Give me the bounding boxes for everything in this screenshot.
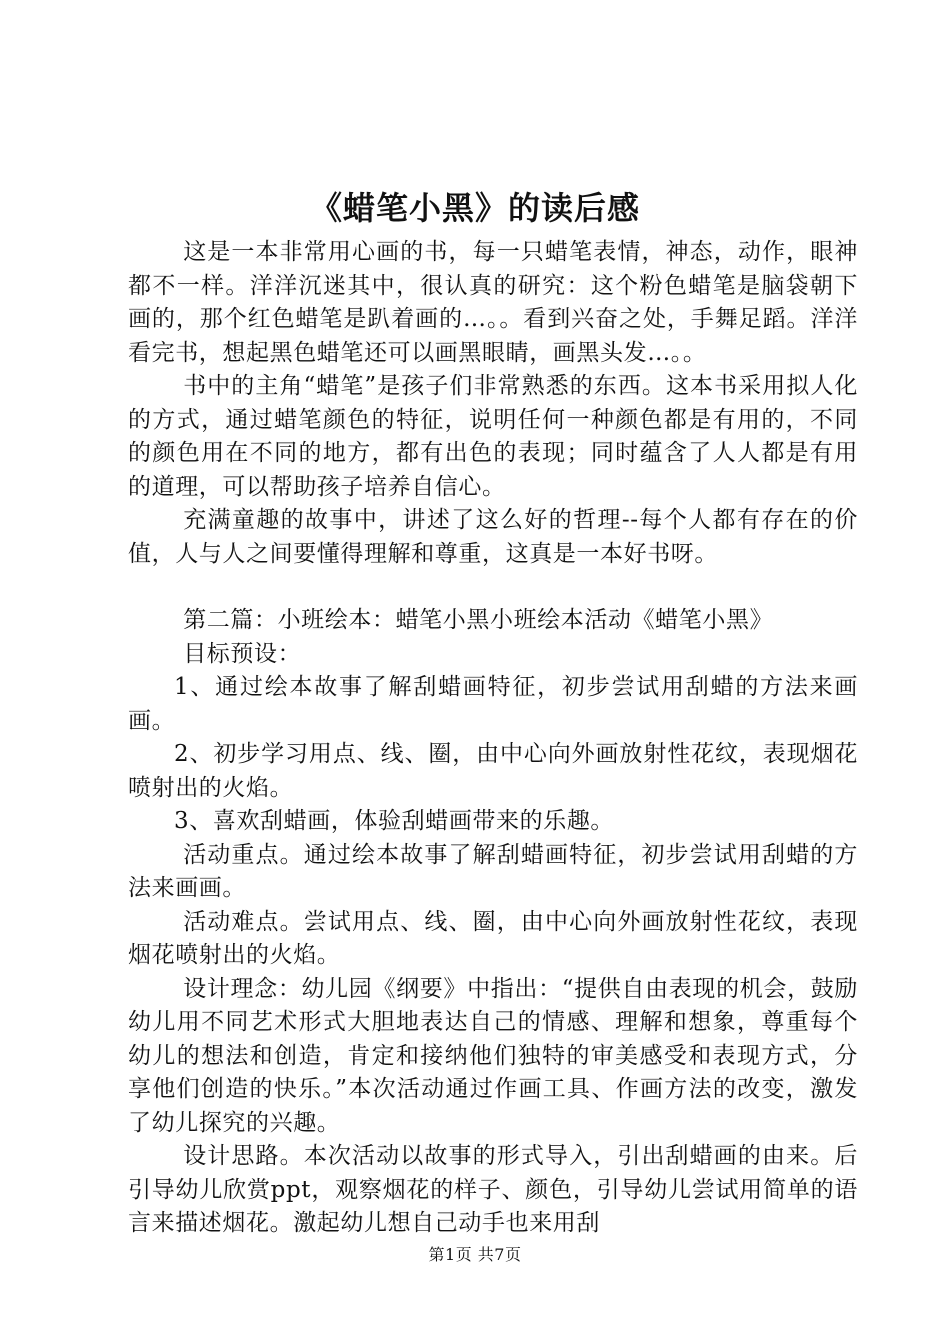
section-heading: 第二篇：小班绘本：蜡笔小黑小班绘本活动《蜡笔小黑》 — [183, 607, 774, 633]
paragraph: 书中的主角“蜡笔”是孩子们非常熟悉的东西。这本书采用拟人化的方式，通过蜡笔颜色的特征，说明任何一种颜色都是有用的，不同的颜色用在不同的地方，都有出色的表现；同时蕴含了人人都是有用的道理，可以帮助孩子培养自信心。 — [128, 373, 858, 500]
paragraph: 这是一本非常用心画的书，每一只蜡笔表情，神态，动作，眼神都不一样。洋洋沉迷其中，很认真的研究：这个粉色蜡笔是脑袋朝下画的，那个红色蜡笔是趴着画的…。。看到兴奋之处，手舞足蹈。洋洋看完书，想起黑色蜡笔还可以画黑眼睛，画黑头发…。。 — [128, 239, 858, 366]
list-item: 3、喜欢刮蜡画，体验刮蜡画带来的乐趣。 — [174, 808, 615, 834]
paragraph: 活动难点。尝试用点、线、圈，由中心向外画放射性花纹，表现烟花喷射出的火焰。 — [128, 908, 858, 968]
document-title: 《蜡笔小黑》的读后感 — [309, 189, 640, 227]
list-item: 1、通过绘本故事了解刮蜡画特征，初步尝试用刮蜡的方法来画画。 — [128, 674, 858, 734]
paragraph: 设计思路。本次活动以故事的形式导入，引出刮蜡画的由来。后引导幼儿欣赏ppt，观察烟花的样子、颜色，引导幼儿尝试用简单的语言来描述烟花。激起幼儿想自己动手也来用刮 — [128, 1143, 858, 1236]
document-body — [128, 236, 858, 1241]
page-number: 第1页 共7页 — [428, 1245, 522, 1264]
paragraph: 充满童趣的故事中，讲述了这么好的哲理--每个人都有存在的价值，人与人之间要懂得理解和尊重，这真是一本好书呀。 — [128, 507, 858, 567]
paragraph: 目标预设： — [183, 640, 302, 667]
list-item: 2、初步学习用点、线、圈，由中心向外画放射性花纹，表现烟花喷射出的火焰。 — [128, 741, 858, 801]
paragraph: 设计理念：幼儿园《纲要》中指出：“提供自由表现的机会，鼓励幼儿用不同艺术形式大胆地表达自己的情感、理解和想象，尊重每个幼儿的想法和创造，肯定和接纳他们独特的审美感受和表现方式，分享他们创造的快乐。”本次活动通过作画工具、作画方法的改变，激发了幼儿探究的兴趣。 — [128, 975, 858, 1136]
paragraph: 活动重点。通过绘本故事了解刮蜡画特征，初步尝试用刮蜡的方法来画画。 — [128, 841, 858, 901]
